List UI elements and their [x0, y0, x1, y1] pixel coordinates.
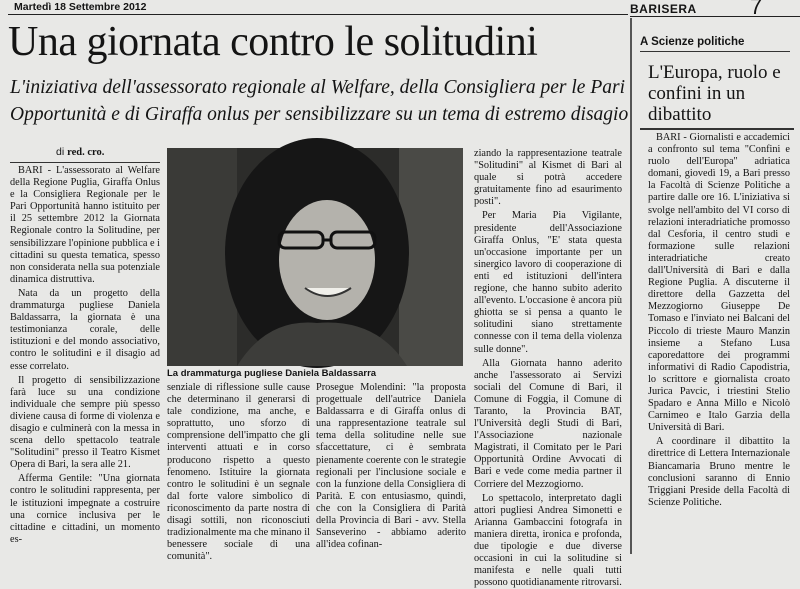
paragraph: A coordinare il dibattito la direttrice di Lettera Internazionale Biancamaria Bruno mentre le conclusioni saranno di Ennio Triggiani Preside della Facoltà di Scienze Politiche. [648, 436, 790, 508]
portrait-illustration [167, 148, 463, 366]
sidebar-title: L'Europa, ruolo e confini in un dibattito [648, 62, 781, 125]
article-column-3 [316, 382, 466, 554]
headline: Una giornata contro le solitudini [8, 19, 538, 65]
section-header [630, 0, 800, 17]
paragraph: Prosegue Molendini: "la proposta progettuale dell'autrice Daniela Baldassarra e di Giraffa onlus di una rappresentazione teatrale sul tema della solitudine nelle sue sfaccettature, ci è sembrata pienamente coerente con le strategie regionali per l'inclusione sociale e con la funzione della Consigliera di Parità. E con entusiasmo, quindi, che con la Consigliera di Parità della Provincia di Bari - avv. Stella Sanseverino - abbiamo aderito all'idea cofinan- [316, 382, 466, 551]
article-column-2 [167, 382, 310, 563]
paragraph: Lo spettacolo, interpretato dagli attori pugliesi Andrea Simonetti e Arianna Gambaccini fotografa in maniera diretta, ironica e profonda, due tipologie e due diverse occasioni in cui la solitudine si manifesta e nelle quali tutti possono quotidianamente ritrovarsi. [474, 492, 622, 589]
article-column-1 [10, 162, 160, 557]
page-number: 7 [750, 0, 763, 19]
dateline: Martedì 18 Settembre 2012 [14, 1, 147, 13]
portrait-photo [167, 148, 463, 366]
photo-caption: La drammaturga pugliese Daniela Baldassarra [167, 368, 377, 379]
byline-author: red. cro. [67, 147, 105, 158]
paragraph: Il progetto di sensibilizzazione farà luce su una condizione individuale che sempre più spesso diviene causa di forme di violenza e disagio e culminerà con la messa in scena dello spettacolo teatrale "Solitudini" presso il Teatro Kismet Opera di Bari, la sera alle 21. [10, 374, 160, 471]
sidebar-article [648, 132, 790, 552]
sidebar-rule [640, 128, 794, 130]
paragraph: Alla Giornata hanno aderito anche l'assessorato ai Servizi sociali del Comune di Bari, il Comune di Foggia, il Comune di Taranto, la Provincia BAT, l'Università degli Studi di Bari, l'Associazione nazionale Magistrati, il Comitato per le Pari Opportunità Ordine Avvocati di Bari e vede come media partner il Corriere del Mezzogiorno. [474, 357, 622, 490]
paragraph: Afferma Gentile: "Una giornata contro le solitudini rappresenta, per le istituzioni impegnate a costruire una cornice inclusiva per le cittadine e cittadini, un momento es- [10, 473, 160, 545]
dateline-bar [8, 0, 628, 15]
article-column-4 [474, 148, 622, 589]
byline-prefix: di [56, 146, 65, 158]
paragraph: ziando la rappresentazione teatrale "Solitudini" al Kismet di Bari al quale si potrà accedere gratuitamente fino ad esaurimento posti". [474, 148, 622, 208]
paragraph: Per Maria Pia Vigilante, presidente dell'Associazione Giraffa Onlus, "E' stata questa un'occasione importante per un sinergico lavoro di cooperazione di enti ed istituzioni dell'intera regione, che hanno subito aderito all'evento. L'occasione è ancora più ghiotta se si pensa a quanto le solitudini siano strettamente connesse con il tema della violenza sulle donne". [474, 210, 622, 355]
sidebar-kicker: A Scienze politiche [640, 36, 790, 52]
paragraph: BARI - L'assessorato al Welfare della Regione Puglia, Giraffa Onlus e la Consigliera Regionale per le Pari Opportunità hanno istituito per il 25 settembre 2012 la Giornata Regionale contro la Solitudine, per sensibilizzare l'opinione pubblica e i cittadini su questa tematica, spesso non considerata nella sua potenziale dinamica distruttiva. [10, 165, 160, 285]
byline [56, 146, 104, 158]
paragraph: BARI - Giornalisti e accademici a confronto sul tema "Confini e ruolo dell'Europa" adriatica domani, giovedì 19, a Bari presso la Facoltà di Scienze Politiche a partire dalle ore 16. L'iniziativa si svolge nell'ambito del VI corso di relazioni interadriatiche promosso dal Cesforia, il centro studi e formazione sulle relazioni interadriatiche creato dall'Università di Bari e dalla Regione Puglia. A discuterne il direttore della Gazzetta del Mezzogiorno Giuseppe De Tomaso e l'inviato nei Balcani del Piccolo di trieste Mauro Manzin insieme a Stefano Lusa caporedattore dei programmi informativi di Radio Capodistria, lo scrittore e giornalista croato Jurica Pavcic, i triestini Stelio Spadaro e Anna Millo e Nicolò Carnimeo e Italo Garzia della Università di Bari. [648, 132, 790, 434]
section-name: BARISERA [630, 2, 697, 16]
paragraph: senziale di riflessione sulle cause che determinano il generarsi di tale condizione, ma anche, e soprattutto, uno sforzo di comprensione dell'impatto che gli interventi attuati e in corso producono rispetto a questo fenomeno. Istituire la giornata contro le solitudini è un segnale dal forte valore simbolico di riconoscimento da parte nostra di disagi sottili, non riconosciuti tradizionalmente ma che minano il benessere sociale di una comunità". [167, 382, 310, 563]
paragraph: Nata da un progetto della drammaturga pugliese Daniela Baldassarra, la giornata è una testimonianza corale, delle istituzioni e del mondo associativo, contro le solitudini e il disagio ad esse correlato. [10, 287, 160, 372]
sidebar-divider [630, 18, 632, 554]
subheadline: L'iniziativa dell'assessorato regionale al Welfare, della Consigliera per le Pari Opportunità e di Giraffa onlus per sensibilizzare su un tema di estremo disagio [10, 77, 629, 125]
